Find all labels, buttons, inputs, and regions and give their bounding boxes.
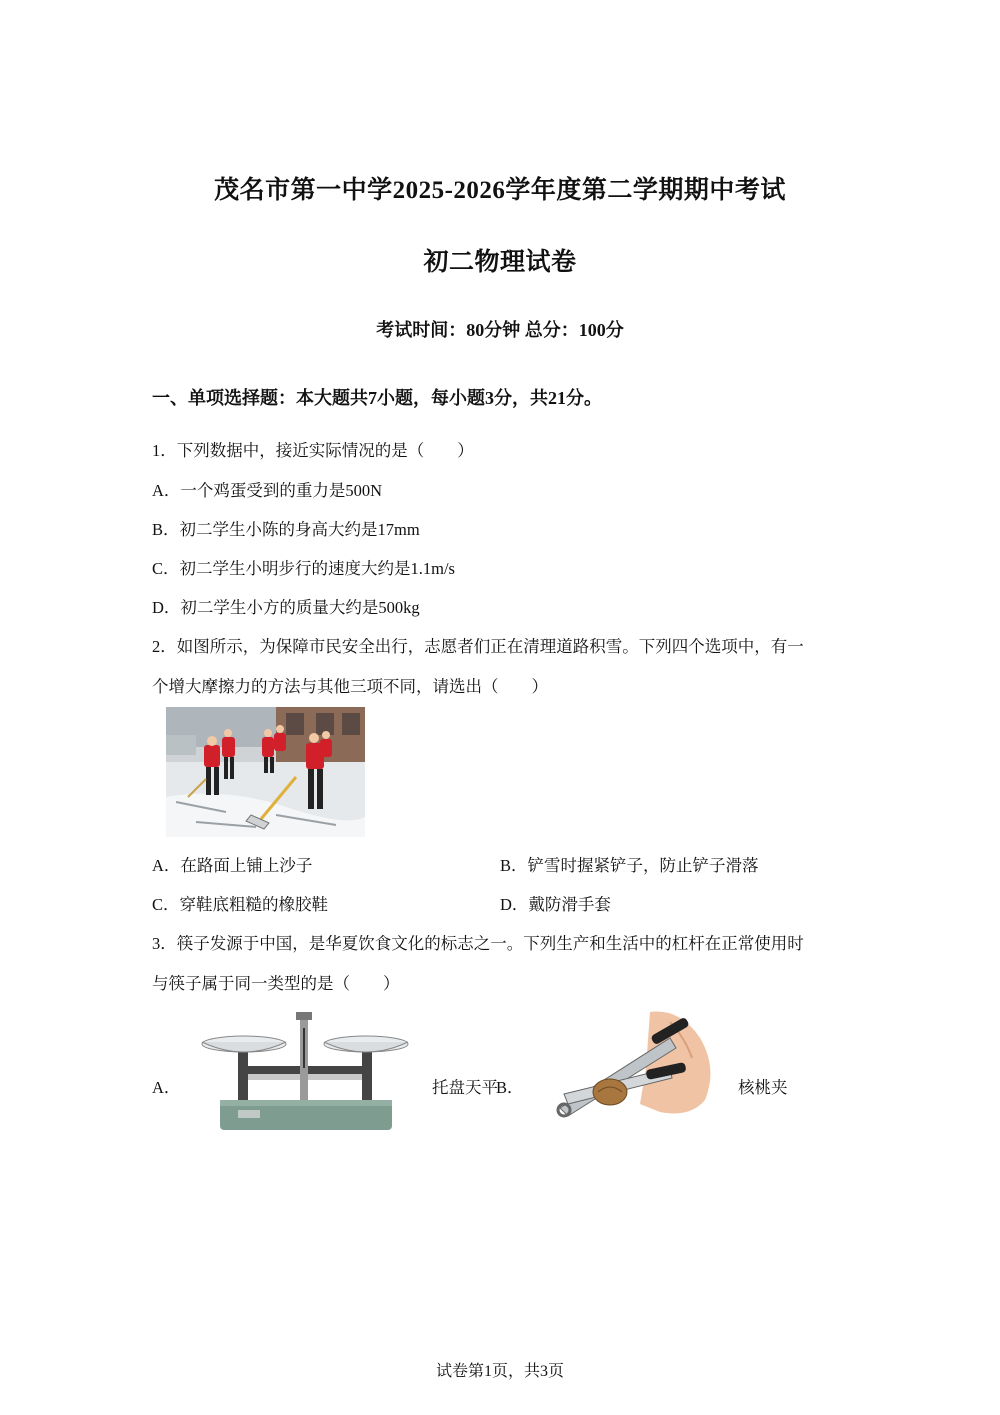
question-2-option-d: D．戴防滑手套	[500, 895, 611, 914]
question-1-option-a: A．一个鸡蛋受到的重力是500N	[152, 481, 383, 500]
question-2-stem-line2: 个增大摩擦力的方法与其他三项不同，请选出（ ）	[152, 677, 548, 696]
question-2-option-a: A．在路面上铺上沙子	[152, 856, 313, 875]
exam-info: 考试时间：80分钟 总分：100分	[376, 320, 624, 340]
snow-clearing-photo	[166, 707, 365, 837]
tray-balance-image	[196, 1008, 414, 1132]
question-2-option-c: C．穿鞋底粗糙的橡胶鞋	[152, 895, 329, 914]
question-1-stem: 1．下列数据中，接近实际情况的是（ ）	[152, 441, 474, 460]
section-heading: 一、单项选择题：本大题共7小题，每小题3分，共21分。	[152, 388, 602, 408]
question-3-stem-line2: 与筷子属于同一类型的是（ ）	[152, 974, 400, 993]
question-1-option-b: B．初二学生小陈的身高大约是17mm	[152, 520, 420, 539]
question-2-stem-line1: 2．如图所示，为保障市民安全出行，志愿者们正在清理道路积雪。下列四个选项中，有一	[152, 637, 804, 656]
question-1-option-c: C．初二学生小明步行的速度大约是1.1m/s	[152, 559, 455, 578]
question-3-option-b-text: 核桃夹	[738, 1078, 788, 1097]
question-1-option-d: D．初二学生小方的质量大约是500kg	[152, 598, 420, 617]
exam-title: 茂名市第一中学2025-2026学年度第二学期期中考试	[214, 177, 786, 204]
page-footer: 试卷第1页，共3页	[435, 1363, 564, 1380]
question-3-option-a-letter: A．	[152, 1078, 181, 1097]
question-3-option-b-letter: B．	[496, 1078, 524, 1097]
nutcracker-image	[550, 1008, 718, 1126]
question-3-stem-line1: 3．筷子发源于中国，是华夏饮食文化的标志之一。下列生产和生活中的杠杆在正常使用时	[152, 934, 804, 953]
question-3-option-a-text: 托盘天平	[432, 1078, 498, 1097]
exam-subtitle: 初二物理试卷	[423, 249, 577, 276]
question-2-option-b: B．铲雪时握紧铲子，防止铲子滑落	[500, 856, 759, 875]
